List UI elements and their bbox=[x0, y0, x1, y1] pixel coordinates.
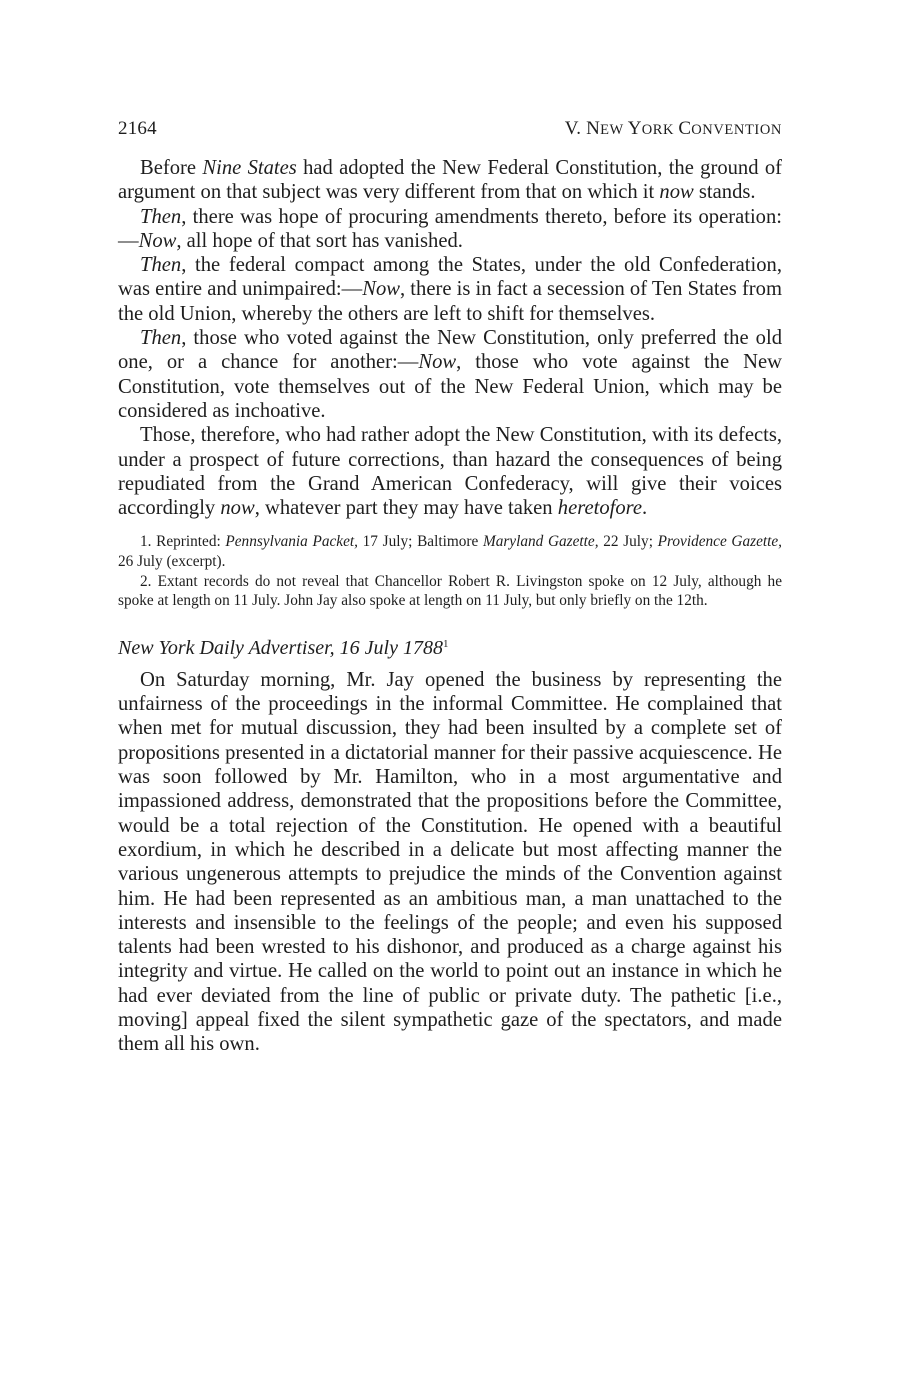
footnote-2: 2. Extant records do not reveal that Chancellor Robert R. Livingston spoke on 12 July, although he spoke at length on 11 July. John Jay also spoke at length on 11 July, but only briefly on the 12th. bbox=[118, 572, 782, 610]
paragraph-nine-states: Before Nine States had adopted the New Federal Constitution, the ground of argument on that subject was very different from that on which it now stands. bbox=[118, 157, 782, 204]
paragraph-conclusion: Those, therefore, who had rather adopt the New Constitution, with its defects, under a prospect of future corrections, than hazard the consequences of being repudiated from the Grand American Confederacy, will give their voices accordingly now, whatever part they may have taken heretofore. bbox=[118, 424, 782, 520]
running-head bbox=[118, 118, 782, 140]
article-paragraph: On Saturday morning, Mr. Jay opened the business by representing the unfairness of the proceedings in the informal Committee. He complained that when met for mutual discussion, they had been insulted by a complete set of propositions presented in a dictatorial manner for their passive acquiescence. He was soon followed by Mr. Hamilton, who in a most argumentative and impassioned address, demonstrated that the propositions before the Committee, would be a total rejection of the Constitution. He opened with a beautiful exordium, in which he described in a delicate but most affecting manner the various ungenerous attempts to prejudice the minds of the Convention against him. He had been represented as an ambitious man, a man unattached to the interests and insensible to the feelings of the people; and even his supposed talents had been wrested to his dishonor, and produced as a charge against his integrity and virtue. He called on the world to point out an instance in which he had ever deviated from the line of public or private duty. The pathetic [i.e., moving] appeal fixed the silent sympathetic gaze of the spectators, and made them all his own. bbox=[118, 668, 782, 1056]
page-number: 2164 bbox=[118, 118, 157, 139]
article-body bbox=[118, 668, 782, 1057]
footnotes bbox=[118, 532, 782, 610]
paragraph-amendments: Then, there was hope of procuring amendments thereto, before its operation:—Now, all hope of that sort has vanished. bbox=[118, 205, 782, 252]
section-heading: New York Daily Advertiser, 16 July 1788$^1$ bbox=[118, 636, 449, 659]
document-page bbox=[118, 118, 782, 1057]
paragraph-federal-compact: Then, the federal compact among the States, under the old Confederation, was entire and unimpaired:—Now, there is in fact a secession of Ten States from the old Union, whereby the others are left to shift for themselves. bbox=[118, 254, 782, 325]
footnote-1: 1. Reprinted: Pennsylvania Packet, 17 July; Baltimore Maryland Gazette, 22 July; Providence Gazette, 26 July (excerpt). bbox=[118, 533, 782, 571]
paragraph-voters: Then, those who voted against the New Constitution, only preferred the old one, or a chance for another:—Now, those who vote against the New Constitution, vote themselves out of the New Federal Union, which may be considered as inchoative. bbox=[118, 327, 782, 422]
footnote-reference: 1 bbox=[442, 637, 449, 650]
running-title: V. NEW YORK CONVENTION bbox=[564, 118, 782, 139]
body-text bbox=[118, 156, 782, 520]
